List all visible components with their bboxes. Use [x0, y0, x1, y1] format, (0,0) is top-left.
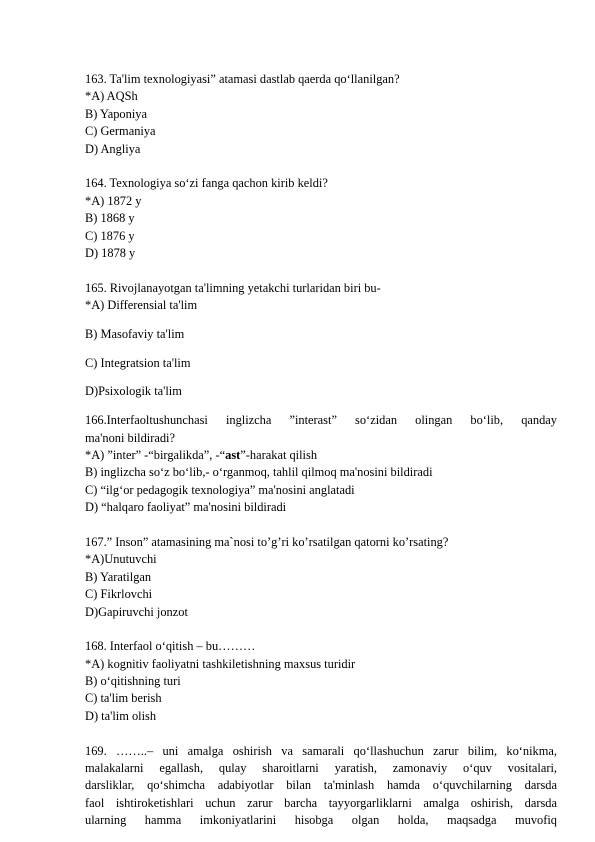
question-164: 164. Texnologiya so‘zi fanga qachon kirib keldi?: [85, 176, 328, 191]
answer-163-b: B) Yaponiya: [85, 106, 147, 121]
answer-165-d: D)Psixologik ta'lim: [85, 384, 182, 399]
spacer: [85, 343, 557, 348]
answer-165-a: *A) Differensial ta'lim: [85, 298, 198, 313]
answer-166-a-prefix: *A) ”inter” -“birgalikda”, -“: [85, 447, 226, 462]
answer-168-d: D) ta'lim olish: [85, 708, 157, 723]
document-page: [85, 71, 557, 830]
question-169-line4: faol ishtiroketishlari uchun zarur barcha tayyorgarliklarni amalga oshirish, darsda: [85, 795, 557, 810]
question-168: 168. Interfaol o‘qitish – bu………: [85, 639, 256, 654]
answer-166-a-suffix: ”-harakat qilish: [240, 447, 318, 462]
answer-166-c: C) “ilg‘or pedagogik texnologiya” ma'nosini anglatadi: [85, 482, 355, 497]
spacer: [85, 314, 557, 319]
question-167: 167.” Inson” atamasining ma`nosi to’g’ri ko’rsatilgan qatorni ko’rsating?: [85, 534, 449, 549]
spacer: [85, 262, 557, 279]
answer-167-b: B) Yaratilgan: [85, 569, 152, 584]
answer-167-d: D)Gapiruvchi jonzot: [85, 604, 188, 619]
question-169-line1: 169. ……..– uni amalga oshirish va samarali qo‘llashuchun zarur bilim, ko‘nikma,: [85, 743, 557, 758]
question-166-line1: 166.Interfaoltushunchasi inglizcha ”interast” so‘zidan olingan bo‘lib, qanday: [85, 413, 557, 428]
answer-167-c: C) Fikrlovchi: [85, 587, 153, 602]
question-169-line3: darsliklar, qo‘shimcha adabiyotlar bilan ta'minlash hamda o‘quvchilarning darsda: [85, 778, 557, 793]
answer-167-a: *A)Unutuvchi: [85, 552, 157, 567]
spacer: [85, 158, 557, 175]
answer-163-a: *A) AQSh: [85, 89, 138, 104]
question-169-line5: ularning hamma imkoniyatlarini hisobga olgan holda, maqsadga muvofiq: [85, 813, 557, 828]
answer-164-d: D) 1878 y: [85, 245, 136, 260]
question-169-line2: malakalarni egallash, qulay sharoitlarni yaratish, zamonaviy o‘quv vositalari,: [85, 761, 557, 776]
answer-166-a: [85, 447, 557, 464]
answer-164-c: C) 1876 y: [85, 228, 135, 243]
spacer: [85, 725, 557, 742]
spacer: [85, 621, 557, 638]
question-165: 165. Rivojlanayotgan ta'limning yetakchi turlaridan biri bu-: [85, 280, 381, 295]
answer-163-d: D) Angliya: [85, 141, 141, 156]
spacer: [85, 517, 557, 534]
answer-165-c: C) Integratsion ta'lim: [85, 355, 191, 370]
answer-165-b: B) Masofaviy ta'lim: [85, 326, 185, 341]
answer-164-a: *A) 1872 y: [85, 193, 142, 208]
answer-168-a: *A) kognitiv faoliyatni tashkiletishning maxsus turidir: [85, 656, 356, 671]
spacer: [85, 372, 557, 377]
answer-166-a-bold: ast: [225, 447, 241, 462]
answer-166-b: B) inglizcha so‘z bo‘lib,- o‘rganmoq, tahlil qilmoq ma'nosini bildiradi: [85, 465, 433, 480]
answer-168-c: C) ta'lim berish: [85, 691, 162, 706]
question-163: 163. Ta'lim texnologiyasi” atamasi dastlab qaerda qo‘llanilgan?: [85, 72, 400, 86]
answer-166-d: D) “halqaro faoliyat” ma'nosini bildiradi: [85, 500, 287, 515]
question-166-line2: ma'noni bildiradi?: [85, 430, 175, 445]
answer-164-b: B) 1868 y: [85, 211, 135, 226]
answer-168-b: B) o‘qitishning turi: [85, 674, 181, 689]
answer-163-c: C) Germaniya: [85, 124, 156, 139]
